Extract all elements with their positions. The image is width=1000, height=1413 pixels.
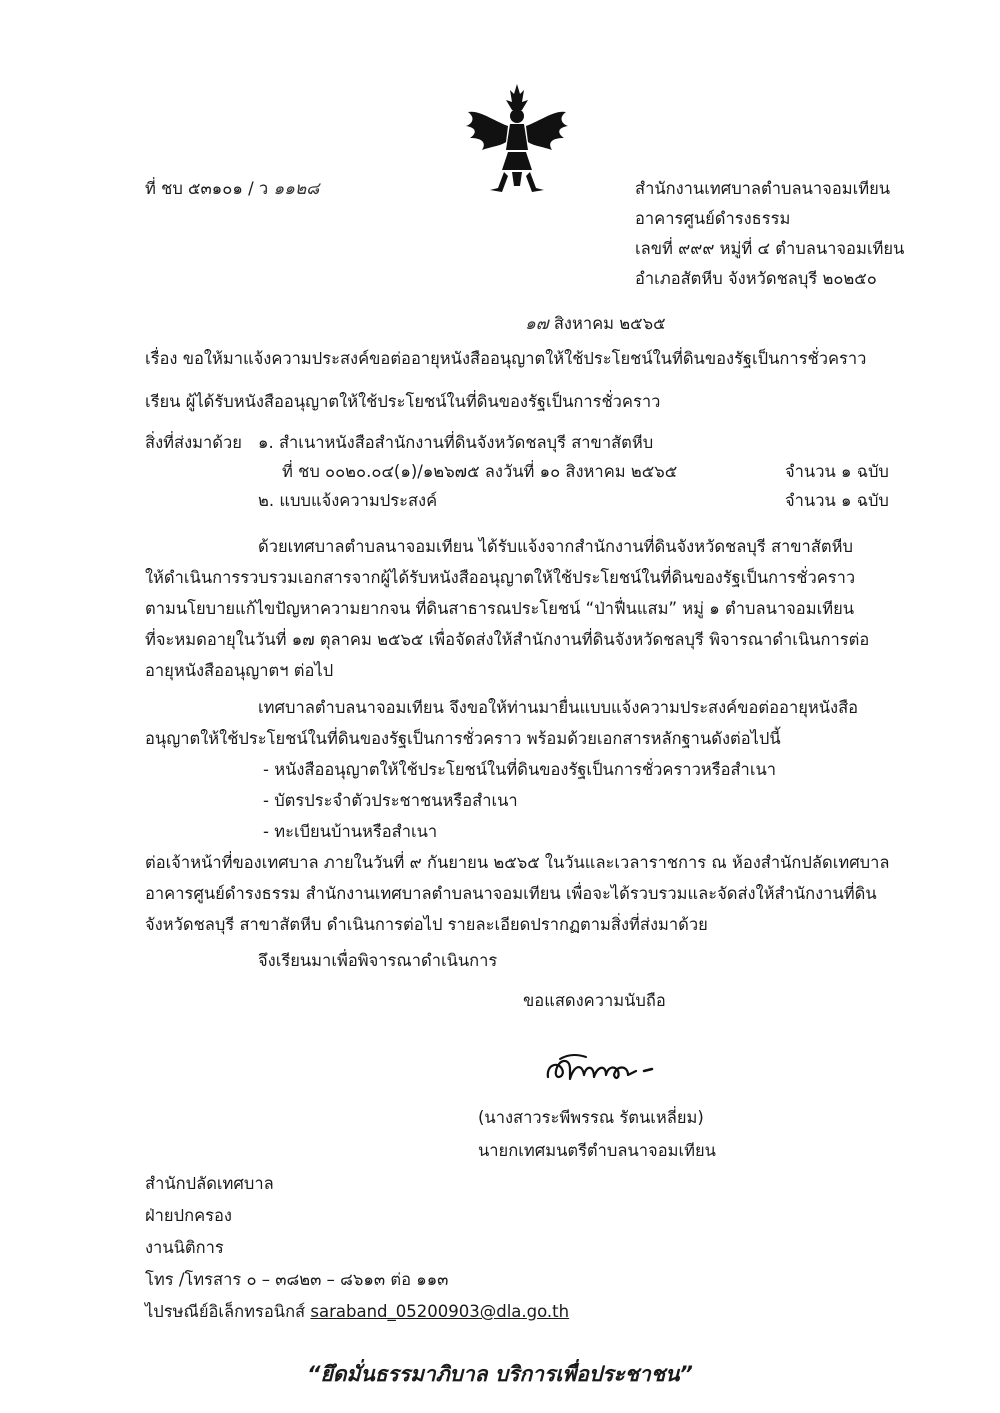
sender-line-2: อาคารศูนย์ดำรงธรรม xyxy=(635,209,791,228)
closing-request: จึงเรียนมาเพื่อพิจารณาดำเนินการ xyxy=(258,951,498,970)
paragraph-2-line-2: อนุญาตให้ใช้ประโยชน์ในที่ดินของรัฐเป็นการชั่วคราว พร้อมด้วยเอกสารหลักฐานดังต่อไปนี้ xyxy=(145,729,781,748)
recipient-text: ผู้ได้รับหนังสืออนุญาตให้ใช้ประโยชน์ในที่ดินของรัฐเป็นการชั่วคราว xyxy=(185,392,661,411)
document-number-label: ที่ ชบ ๕๓๑๐๑ / ว xyxy=(145,179,269,198)
recipient-label: เรียน xyxy=(145,392,181,411)
enclosure-item-1-line-1: ๑. สำเนาหนังสือสำนักงานที่ดินจังหวัดชลบุรี สาขาสัตหีบ xyxy=(258,433,654,452)
signatory-name: (นางสาวระพีพรรณ รัตนเหลี่ยม) xyxy=(478,1108,704,1127)
paragraph-3-line-2: อาคารศูนย์ดำรงธรรม สำนักงานเทศบาลตำบลนาจอมเทียน เพื่อจะได้รวบรวมและจัดส่งให้สำนักงานที่ดิน xyxy=(145,884,877,903)
subject-text: ขอให้มาแจ้งความประสงค์ขอต่ออายุหนังสืออนุญาตให้ใช้ประโยชน์ในที่ดินของรัฐเป็นการชั่วคราว xyxy=(182,349,867,368)
sender-line-3: เลขที่ ๙๙๙ หมู่ที่ ๔ ตำบลนาจอมเทียน xyxy=(635,239,905,258)
subject-label: เรื่อง xyxy=(145,349,178,368)
email-link[interactable]: saraband_05200903@dla.go.th xyxy=(310,1302,570,1321)
enclosure-item-2: ๒. แบบแจ้งความประสงค์ xyxy=(258,491,438,510)
sender-line-1: สำนักงานเทศบาลตำบลนาจอมเทียน xyxy=(635,179,891,198)
document-number-handwritten: ๑๑๒๘ xyxy=(273,179,320,199)
required-document-2: - บัตรประจำตัวประชาชนหรือสำเนา xyxy=(263,791,518,810)
document-date xyxy=(525,313,666,335)
paragraph-1-line-5: อายุหนังสืออนุญาตฯ ต่อไป xyxy=(145,661,334,680)
contact-email-line xyxy=(145,1301,569,1323)
recipient-line xyxy=(145,391,660,413)
signature-image xyxy=(540,1035,680,1095)
contact-section: งานนิติการ xyxy=(145,1238,224,1257)
email-label: ไปรษณีย์อิเล็กทรอนิกส์ xyxy=(145,1302,306,1321)
enclosures-label: สิ่งที่ส่งมาด้วย xyxy=(145,433,242,452)
required-document-1: - หนังสืออนุญาตให้ใช้ประโยชน์ในที่ดินของรัฐเป็นการชั่วคราวหรือสำเนา xyxy=(263,760,777,779)
paragraph-2-line-1: เทศบาลตำบลนาจอมเทียน จึงขอให้ท่านมายื่นแบบแจ้งความประสงค์ขอต่ออายุหนังสือ xyxy=(258,698,859,717)
sender-line-4: อำเภอสัตหีบ จังหวัดชลบุรี ๒๐๒๕๐ xyxy=(635,269,877,288)
date-month-year: สิงหาคม ๒๕๖๕ xyxy=(553,314,666,333)
required-document-3: - ทะเบียนบ้านหรือสำเนา xyxy=(263,822,438,841)
paragraph-1-line-4: ที่จะหมดอายุในวันที่ ๑๗ ตุลาคม ๒๕๖๕ เพื่อจัดส่งให้สำนักงานที่ดินจังหวัดชลบุรี พิจารณาดำเนินการต่อ xyxy=(145,630,870,649)
contact-division: ฝ่ายปกครอง xyxy=(145,1206,232,1225)
document-number xyxy=(145,178,319,200)
enclosure-item-2-quantity: จำนวน ๑ ฉบับ xyxy=(785,491,889,510)
paragraph-1-line-3: ตามนโยบายแก้ไขปัญหาความยากจน ที่ดินสาธารณประโยชน์ “ป่าฟื่นแสม” หมู่ ๑ ตำบลนาจอมเทียน xyxy=(145,599,855,618)
paragraph-1-line-2: ให้ดำเนินการรวบรวมเอกสารจากผู้ได้รับหนังสืออนุญาตให้ใช้ประโยชน์ในที่ดินของรัฐเป็นการชั่วคราว xyxy=(145,568,856,587)
date-day-handwritten: ๑๗ xyxy=(525,314,549,334)
paragraph-3-line-3: จังหวัดชลบุรี สาขาสัตหีบ ดำเนินการต่อไป รายละเอียดปรากฏตามสิ่งที่ส่งมาด้วย xyxy=(145,915,708,934)
regards: ขอแสดงความนับถือ xyxy=(523,991,666,1010)
paragraph-3-line-1: ต่อเจ้าหน้าที่ของเทศบาล ภายในวันที่ ๙ กันยายน ๒๕๖๕ ในวันและเวลาราชการ ณ ห้องสำนักปลัดเทศบาล xyxy=(145,853,890,872)
garuda-emblem-icon xyxy=(462,80,572,200)
enclosure-item-1-line-2: ที่ ชบ ๐๐๒๐.๐๔(๑)/๑๒๖๗๕ ลงวันที่ ๑๐ สิงหาคม ๒๕๖๕ xyxy=(282,462,678,481)
slogan: “ยึดมั่นธรรมาภิบาล บริการเพื่อประชาชน” xyxy=(307,1362,693,1386)
signatory-position: นายกเทศมนตรีตำบลนาจอมเทียน xyxy=(478,1141,716,1160)
subject-line xyxy=(145,348,866,370)
enclosure-item-1-quantity: จำนวน ๑ ฉบับ xyxy=(785,462,889,481)
contact-phone: โทร /โทรสาร ๐ – ๓๘๒๓ – ๘๖๑๓ ต่อ ๑๑๓ xyxy=(145,1270,449,1289)
paragraph-1-line-1: ด้วยเทศบาลตำบลนาจอมเทียน ได้รับแจ้งจากสำนักงานที่ดินจังหวัดชลบุรี สาขาสัตหีบ xyxy=(258,537,853,556)
contact-office: สำนักปลัดเทศบาล xyxy=(145,1174,274,1193)
